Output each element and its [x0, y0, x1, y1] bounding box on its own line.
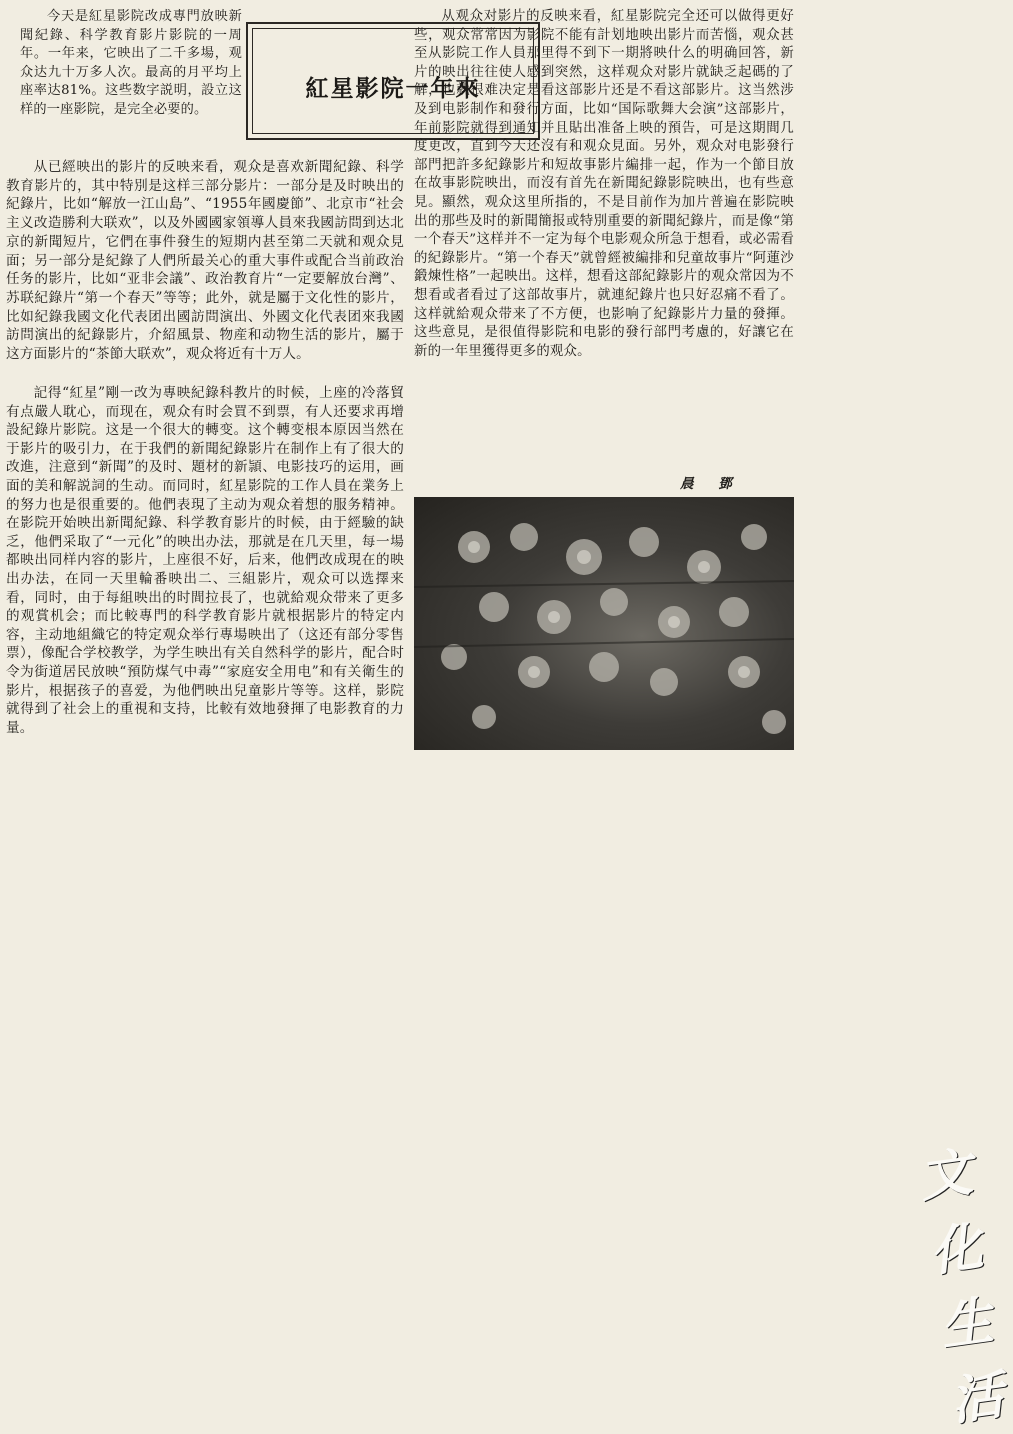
article-title: 紅星影院一年來 [305, 75, 481, 102]
flower-photo [414, 497, 1013, 1433]
flower-photo-art [414, 497, 794, 750]
article-paragraph-2: 从已經映出的影片的反映来看，观众是喜欢新聞紀錄、科学教育影片的，其中特別是这样三部分影片：一部分是及时映出的紀錄片，比如“解放一江山島”、“1955年國慶節”、北京市“社会主义改造勝利大联欢”，以及外國國家領導人員來我國訪問到达北京的新聞短片，它們在事件發生的短期内甚至第二天就和观众見面；另一部分是紀錄了人們所最关心的重大事件或配合当前政治任务的影片，比如“亚非会議”、政治教育片“一定要解放台灣”、苏联紀錄片“第一个春天”等等；此外，就是屬于文化性的影片，比如紀錄我國文化代表团出國訪問演出、外國文化代表团來我國訪問演出的紀錄影片，介紹風景、物産和动物生活的影片，屬于这方面影片的“茶節大联欢”，观众将近有十万人。 [6, 159, 404, 363]
byline: 晨 鄧 [680, 476, 742, 492]
column-heading: 文化生活 [915, 1140, 1013, 1433]
article-paragraph-1: 今天是紅星影院改成專門放映新聞紀錄、科学教育影片影院的一周年。一年来，它映出了二千多場，观众达九十万多人次。最高的月平均上座率达81%。这些数字説明，設立这样的一座影院，是完全必要的。 [20, 9, 242, 117]
article-paragraph-3: 記得“紅星”剛一改为專映紀錄科教片的时候，上座的冷落貿有点嚴人耽心，而现在，观众有时会買不到票，有人还要求再增設紀錄片影院。这是一个很大的轉变。这个轉变根本原因当然在于影片的吸引力，在于我們的新聞紀錄影片在制作上有了很大的改進，注意到“新聞”的及时、題材的新頴、电影技巧的运用，画面的美和解説詞的生动。而同时，紅星影院的工作人員在業务上的努力也是很重要的。他們表現了主动为观众着想的服务精神。在影院开始映出新聞紀錄、科学教育影片的时候，由于經驗的缺乏，他們采取了“一元化”的映出办法，那就是在几天里，每一場都映出同样内容的影片，上座很不好，后来，他們改成現在的映出办法，在同一天里輪番映出二、三組影片，观众可以选擇来看，同时，由于每組映出的时間拉長了，也就給观众带来了更多的观賞机会；而比較專門的科学教育影片就根据影片的特定内容，主动地組織它的特定观众举行專場映出了（这还有部分零售票），像配合学校教学，为学生映出有关自然科学的影片，配合时令为街道居民放映“預防煤气中毒”“家庭安全用电”和有关衛生的影片，根据孩子的喜爱，为他們映出兒童影片等等。这样，影院就得到了社会上的重視和支持，比較有效地發揮了电影教育的力量。 [6, 385, 404, 736]
article-paragraph-4: 从观众对影片的反映来看，紅星影院完全还可以做得更好些，观众常常因为影院不能有計划地映出影片而苦惱，观众甚至从影院工作人員那里得不到下一期將映什么的明确回答，新片的映出往往使人感到突然，这样观众对影片就缺乏起碼的了解，也就很难决定是看这部影片还是不看这部影片。这当然涉及到电影制作和發行方面，比如“国际歌舞大会演”这部影片，年前影院就得到通知并且貼出准备上映的預告，可是这期間几度更改，直到今天还沒有和观众見面。另外，观众对电影發行部門把許多紀錄影片和短故事影片編排一起，作为一个節目放在故事影院映出，而沒有首先在新聞紀錄影院映出，也有些意見。顯然，观众这里所指的，不是目前作为加片普遍在影院映出的那些及时的新聞簡报或特別重要的新聞紀錄片，而是像“第一个春天”这样并不一定为每个电影观众所急于想看，或必需看的紀錄影片。“第一个春天”就曾經被編排和兒童故事片“阿蓮沙鍛煉性格”一起映出。这样，想看这部紀錄影片的观众常因为不想看或者看过了这部故事片，就連紀錄片也只好忍痛不看了。这样就給观众带来了不方便，也影响了紀錄影片力量的發揮。这些意見，是很值得影院和电影的發行部門考慮的，好讓它在新的一年里獲得更多的观众。 [414, 9, 794, 359]
